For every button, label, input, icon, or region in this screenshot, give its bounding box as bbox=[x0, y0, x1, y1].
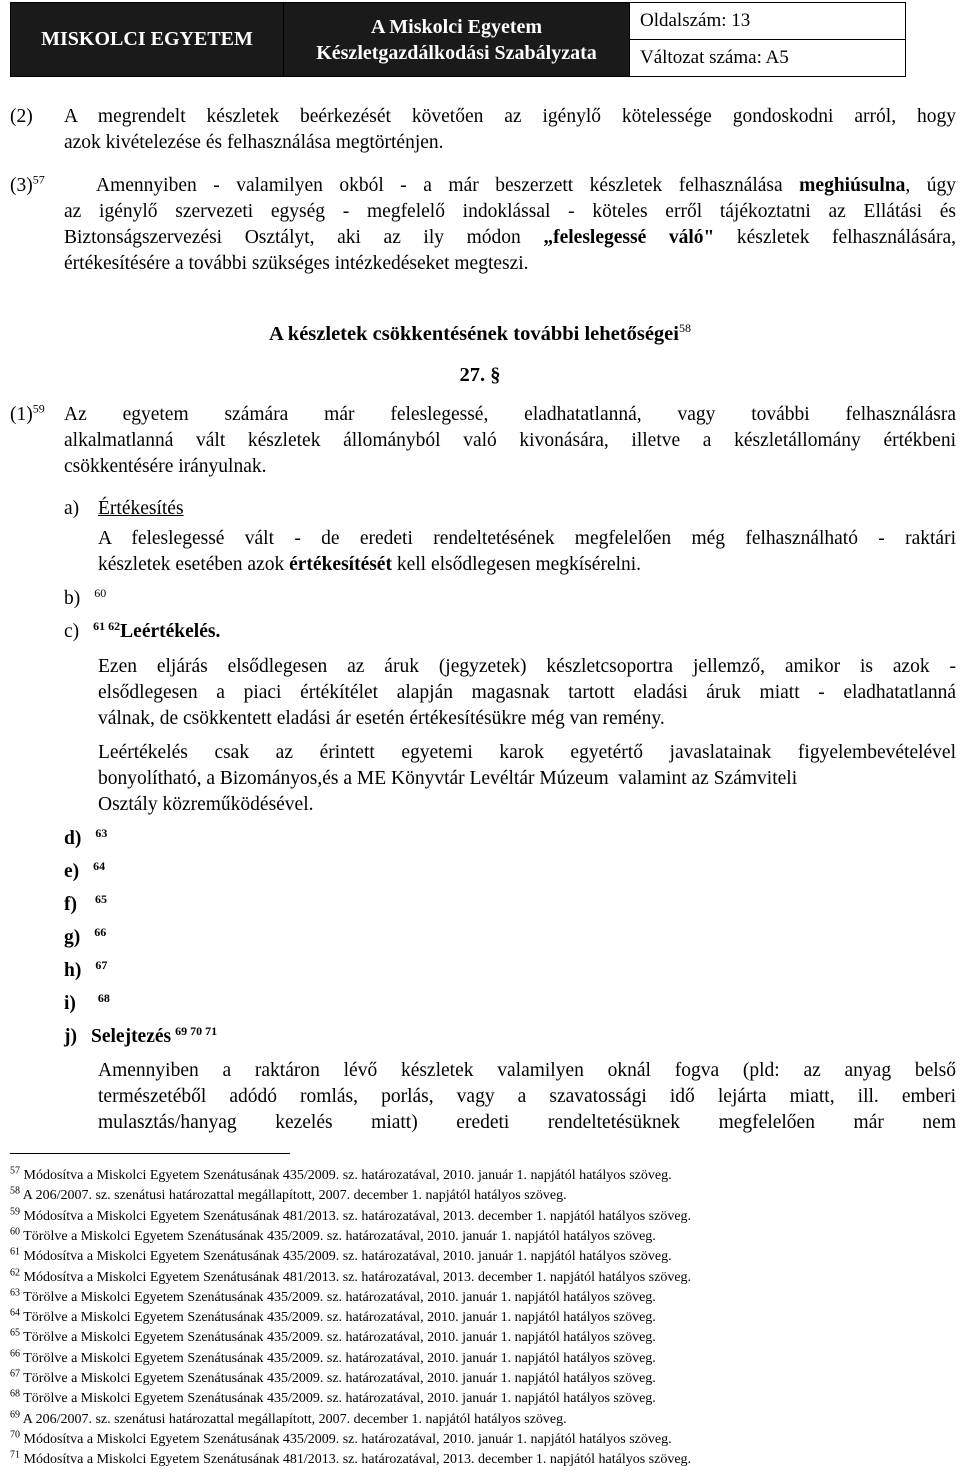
item-f: f) $^{65}$ bbox=[64, 891, 107, 915]
item-c-p1-line2: elsődlegesen a piaci értékítélet alapján magasnak tartott eladási áruk miatt - eladhatatlanná bbox=[98, 682, 956, 703]
footnote-number: 65 bbox=[10, 1327, 20, 1339]
footnote-57 bbox=[10, 1166, 672, 1186]
footnote-text: Törölve a Miskolci Egyetem Szenátusának 435/2009. sz. határozatával, 2010. január 1. napjától hatályos szöveg. bbox=[20, 1289, 656, 1305]
item-j-line2: természetéből adódó romlás, porlás, vagy a szavatossági idő lejárta miatt, ill. emberi bbox=[98, 1086, 956, 1107]
item-g: g) $^{66}$ bbox=[64, 924, 107, 948]
footnote-66 bbox=[10, 1349, 656, 1369]
footnote-ref[interactable]: 59 bbox=[32, 401, 45, 416]
footnote-ref[interactable]: 61 62 bbox=[93, 618, 121, 633]
para1-number: $(1)^{59}$ bbox=[10, 401, 45, 425]
para2-number: (2) bbox=[10, 106, 33, 127]
para2-line2: azok kivételezése és felhasználása megtörténjen. bbox=[64, 132, 444, 153]
footnote-text: Módosítva a Miskolci Egyetem Szenátusának 481/2013. sz. határozatával, 2013. december 1. napjától hatályos szöveg. bbox=[20, 1269, 692, 1285]
footnote-text: Módosítva a Miskolci Egyetem Szenátusának 435/2009. sz. határozatával, 2010. január 1. napjától hatályos szöveg. bbox=[20, 1431, 672, 1447]
footnote-text: Törölve a Miskolci Egyetem Szenátusának 435/2009. sz. határozatával, 2010. január 1. napjától hatályos szöveg. bbox=[20, 1350, 656, 1366]
item-a-text-line2: készletek esetében azok értékesítését kell elsődlegesen megkísérelni. bbox=[98, 554, 642, 575]
footnote-ref[interactable]: 63 bbox=[95, 825, 108, 840]
footnote-ref[interactable]: 69 70 71 bbox=[175, 1023, 218, 1038]
footnote-number: 61 bbox=[10, 1246, 20, 1258]
footnote-text: Törölve a Miskolci Egyetem Szenátusának 435/2009. sz. határozatával, 2010. január 1. napjától hatályos szöveg. bbox=[20, 1310, 656, 1326]
para3-number: $(3)^{57}$ bbox=[10, 172, 45, 196]
footnote-58 bbox=[10, 1186, 567, 1206]
para3-line1: Amennyiben - valamilyen okból - a már beszerzett készletek felhasználása meghiúsulna, úgy bbox=[96, 175, 956, 196]
para1-line3: csökkentésére irányulnak. bbox=[64, 456, 267, 477]
document-title bbox=[284, 3, 630, 77]
footnote-ref[interactable]: 58 bbox=[678, 321, 691, 336]
footnote-67 bbox=[10, 1369, 656, 1389]
item-j-line1: Amennyiben a raktáron lévő készletek valamilyen oknál fogva (pld: az anyag belső bbox=[98, 1060, 956, 1081]
footnote-number: 58 bbox=[10, 1185, 20, 1197]
footnote-59 bbox=[10, 1207, 691, 1227]
item-c-p1-line1: Ezen eljárás elsődlegesen az áruk (jegyzetek) készletcsoportra jellemző, amikor is azok - bbox=[98, 656, 956, 677]
item-c-p1-line3: válnak, de csökkentett eladási ár esetén értékesítésükre még van remény. bbox=[98, 708, 665, 729]
footnote-61 bbox=[10, 1247, 672, 1267]
footnote-number: 57 bbox=[10, 1165, 20, 1177]
footnote-text: Törölve a Miskolci Egyetem Szenátusának 435/2009. sz. határozatával, 2010. január 1. napjától hatályos szöveg. bbox=[20, 1228, 656, 1244]
footnote-ref[interactable]: 57 bbox=[32, 172, 45, 187]
footnote-ref[interactable]: 65 bbox=[95, 891, 107, 906]
organization-name: MISKOLCI EGYETEM bbox=[11, 3, 284, 77]
para3-line4: értékesítésére a további szükséges intézkedéseket megteszi. bbox=[64, 253, 529, 274]
item-e: e) $^{64}$ bbox=[64, 858, 106, 882]
footnote-number: 71 bbox=[10, 1449, 20, 1461]
document-title-line2: Készletgazdálkodási Szabályzata bbox=[316, 41, 597, 64]
footnote-63 bbox=[10, 1288, 656, 1308]
footnote-text: Törölve a Miskolci Egyetem Szenátusának 435/2009. sz. határozatával, 2010. január 1. napjától hatályos szöveg. bbox=[20, 1391, 656, 1407]
footnote-ref[interactable]: 66 bbox=[94, 924, 107, 939]
footnote-69 bbox=[10, 1410, 567, 1430]
footnote-text: A 206/2007. sz. szenátusi határozattal megállapított, 2007. december 1. napjától hatályos szöveg. bbox=[20, 1188, 567, 1204]
footnote-number: 70 bbox=[10, 1429, 20, 1441]
footnote-number: 59 bbox=[10, 1205, 20, 1217]
footnote-number: 69 bbox=[10, 1408, 20, 1420]
para1-line2: alkalmatlanná vált készletek állományból való kivonására, illetve a készletállomány értékbeni bbox=[64, 430, 956, 451]
item-a-label: a) bbox=[64, 498, 80, 519]
footnote-number: 67 bbox=[10, 1368, 20, 1380]
item-c-p2-line2: bonyolítható, a Bizományos,és a ME Könyvtár Levéltár Múzeum valamint az Számviteli bbox=[98, 768, 798, 789]
item-j-line3: mulasztás/hanyag kezelés miatt) eredeti rendeltetésüknek megfelelően már nem bbox=[98, 1112, 956, 1133]
footnote-number: 62 bbox=[10, 1266, 20, 1278]
item-h: h) $^{67}$ bbox=[64, 957, 108, 981]
footnote-70 bbox=[10, 1430, 672, 1450]
footnote-number: 63 bbox=[10, 1287, 20, 1299]
footnote-ref[interactable]: 67 bbox=[95, 957, 108, 972]
footnote-ref[interactable]: 64 bbox=[93, 858, 106, 873]
footnote-divider bbox=[10, 1153, 290, 1154]
footnote-text: Törölve a Miskolci Egyetem Szenátusának 435/2009. sz. határozatával, 2010. január 1. napjától hatályos szöveg. bbox=[20, 1371, 656, 1386]
item-c: c) $^{61 62}$Leértékelés. bbox=[64, 618, 221, 642]
item-b: b) $^{60}$ bbox=[64, 585, 107, 609]
item-j-title: Selejtezés bbox=[91, 1026, 172, 1047]
footnote-number: 66 bbox=[10, 1348, 20, 1360]
section-number: 27. § bbox=[459, 364, 501, 386]
footnote-text: Módosítva a Miskolci Egyetem Szenátusának 435/2009. sz. határozatával, 2010. január 1. napjától hatályos szöveg. bbox=[20, 1168, 672, 1183]
footnote-65 bbox=[10, 1328, 656, 1348]
page-header bbox=[10, 2, 906, 77]
footnote-number: 60 bbox=[10, 1226, 20, 1238]
footnote-ref[interactable]: 68 bbox=[97, 990, 110, 1005]
footnote-60 bbox=[10, 1227, 656, 1247]
para1-line1: Az egyetem számára már feleslegessé, eladhatatlanná, vagy további felhasználásra bbox=[64, 404, 956, 425]
footnote-62 bbox=[10, 1268, 691, 1288]
document-title-line1: A Miskolci Egyetem bbox=[370, 15, 543, 38]
footnote-text: Törölve a Miskolci Egyetem Szenátusának 435/2009. sz. határozatával, 2010. január 1. napjától hatályos szöveg. bbox=[20, 1330, 656, 1346]
item-i: i) $^{68}$ bbox=[64, 990, 110, 1014]
footnote-text: Módosítva a Miskolci Egyetem Szenátusának 481/2013. sz. határozatával, 2013. december 1. napjától hatályos szöveg. bbox=[20, 1452, 692, 1468]
item-c-title: Leértékelés. bbox=[120, 621, 221, 642]
footnote-number: 68 bbox=[10, 1388, 20, 1400]
footnote-text: Módosítva a Miskolci Egyetem Szenátusának 435/2009. sz. határozatával, 2010. január 1. napjától hatályos szöveg. bbox=[20, 1249, 672, 1265]
item-a-title: Értékesítés bbox=[98, 498, 184, 519]
footnote-71 bbox=[10, 1450, 691, 1470]
footnote-ref[interactable]: 60 bbox=[94, 585, 107, 600]
footnote-68 bbox=[10, 1389, 656, 1409]
item-c-p2-line3: Osztály közreműködésével. bbox=[98, 794, 314, 815]
item-c-p2-line1: Leértékelés csak az érintett egyetemi karok egyetértő javaslatainak figyelembevételével bbox=[98, 742, 956, 763]
para3-line2: az igénylő szervezeti egység - megfelelő indoklással - köteles erről tájékoztatni az Ellátási és bbox=[64, 201, 956, 222]
para2-line1: A megrendelt készletek beérkezését követően az igénylő kötelessége gondoskodni arról, hogy bbox=[64, 106, 956, 127]
section-title: A készletek csökkentésének további lehetőségei$^{58}$ bbox=[269, 321, 691, 345]
footnote-number: 64 bbox=[10, 1307, 20, 1319]
version-number: Változat száma: A5 bbox=[630, 40, 906, 77]
item-j: j) Selejtezés $^{69 70 71}$ bbox=[64, 1023, 218, 1047]
para3-line3: Biztonságszervezési Osztályt, aki az ily módon „feleslegessé váló" készletek felhasználására, bbox=[64, 227, 956, 248]
item-a-text-line1: A feleslegessé vált - de eredeti rendeltetésének megfelelően még felhasználható - raktári bbox=[98, 528, 956, 549]
page-number: Oldalszám: 13 bbox=[630, 3, 906, 40]
item-d: d) $^{63}$ bbox=[64, 825, 108, 849]
footnote-text: A 206/2007. sz. szenátusi határozattal megállapított, 2007. december 1. napjától hatályos szöveg. bbox=[20, 1411, 567, 1427]
footnote-64 bbox=[10, 1308, 656, 1328]
footnote-text: Módosítva a Miskolci Egyetem Szenátusának 481/2013. sz. határozatával, 2013. december 1. napjától hatályos szöveg. bbox=[20, 1208, 692, 1224]
